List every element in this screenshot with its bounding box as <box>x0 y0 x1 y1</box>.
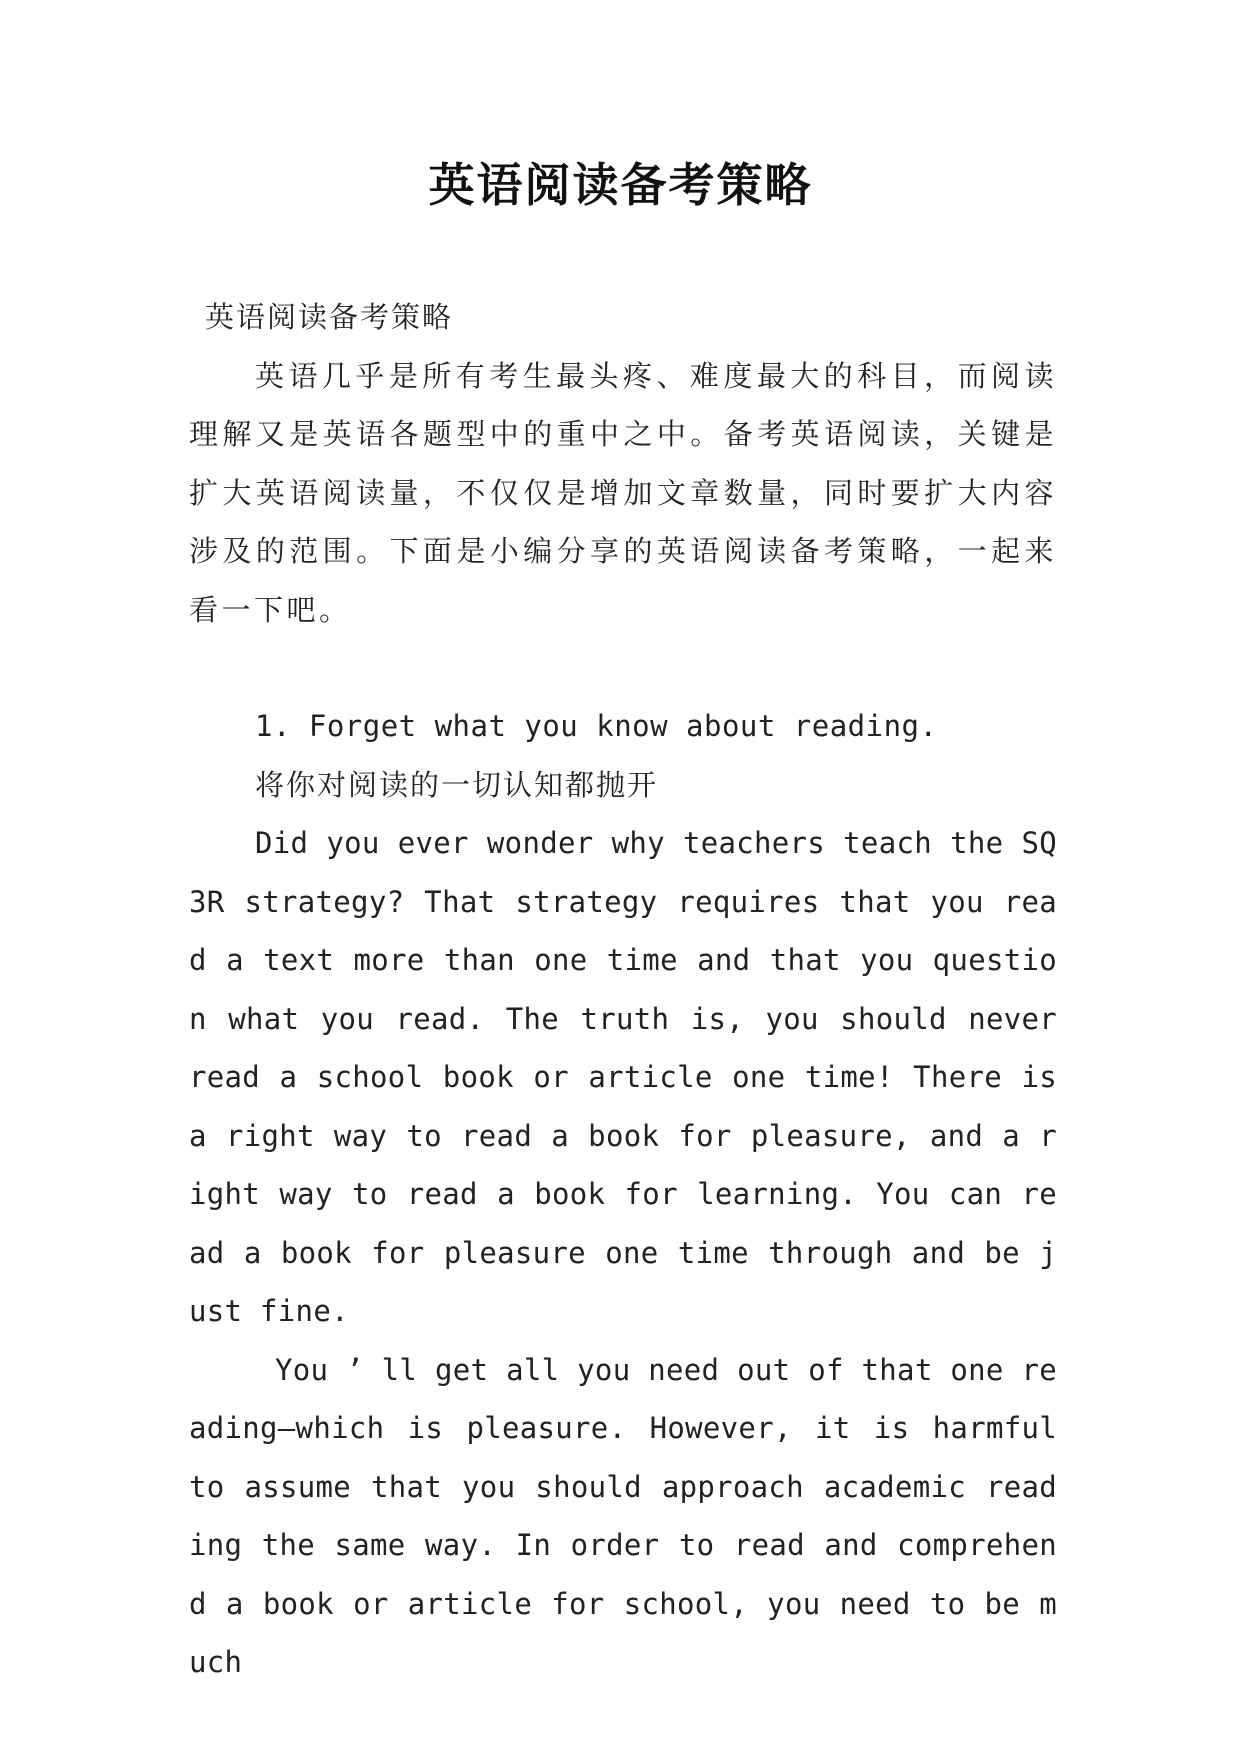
intro-paragraph: 英语几乎是所有考生最头疼、难度最大的科目，而阅读理解又是英语各题型中的重中之中。备考英语阅读，关键是扩大英语阅读量，不仅仅是增加文章数量，同时要扩大内容涉及的范围。下面是小编分享的英语阅读备考策略，一起来看一下吧。 <box>189 358 1057 627</box>
document-title: 英语阅读备考策略 <box>428 158 813 212</box>
section-heading-english: 1. Forget what you know about reading. <box>255 709 938 743</box>
section-heading-chinese: 将你对阅读的一切认知都抛开 <box>255 767 659 802</box>
body-paragraph-2: You ’ ll get all you need out of that one reading—which is pleasure. However, it is harmful to assume that you should approach academic reading the same way. In order to read and comprehend a book or article for school, you need to be much <box>189 1352 1057 1679</box>
document-body <box>189 288 1057 1692</box>
document-subtitle: 英语阅读备考策略 <box>205 300 454 334</box>
body-paragraph-1: Did you ever wonder why teachers teach the SQ3R strategy? That strategy requires that you read a text more than one time and that you question what you read. The truth is, you should never read a school book or article one time! There is a right way to read a book for pleasure, and a right way to read a book for learning. You can read a book for pleasure one time through and be just fine. <box>189 826 1057 1328</box>
paragraph-spacer <box>189 639 1057 697</box>
